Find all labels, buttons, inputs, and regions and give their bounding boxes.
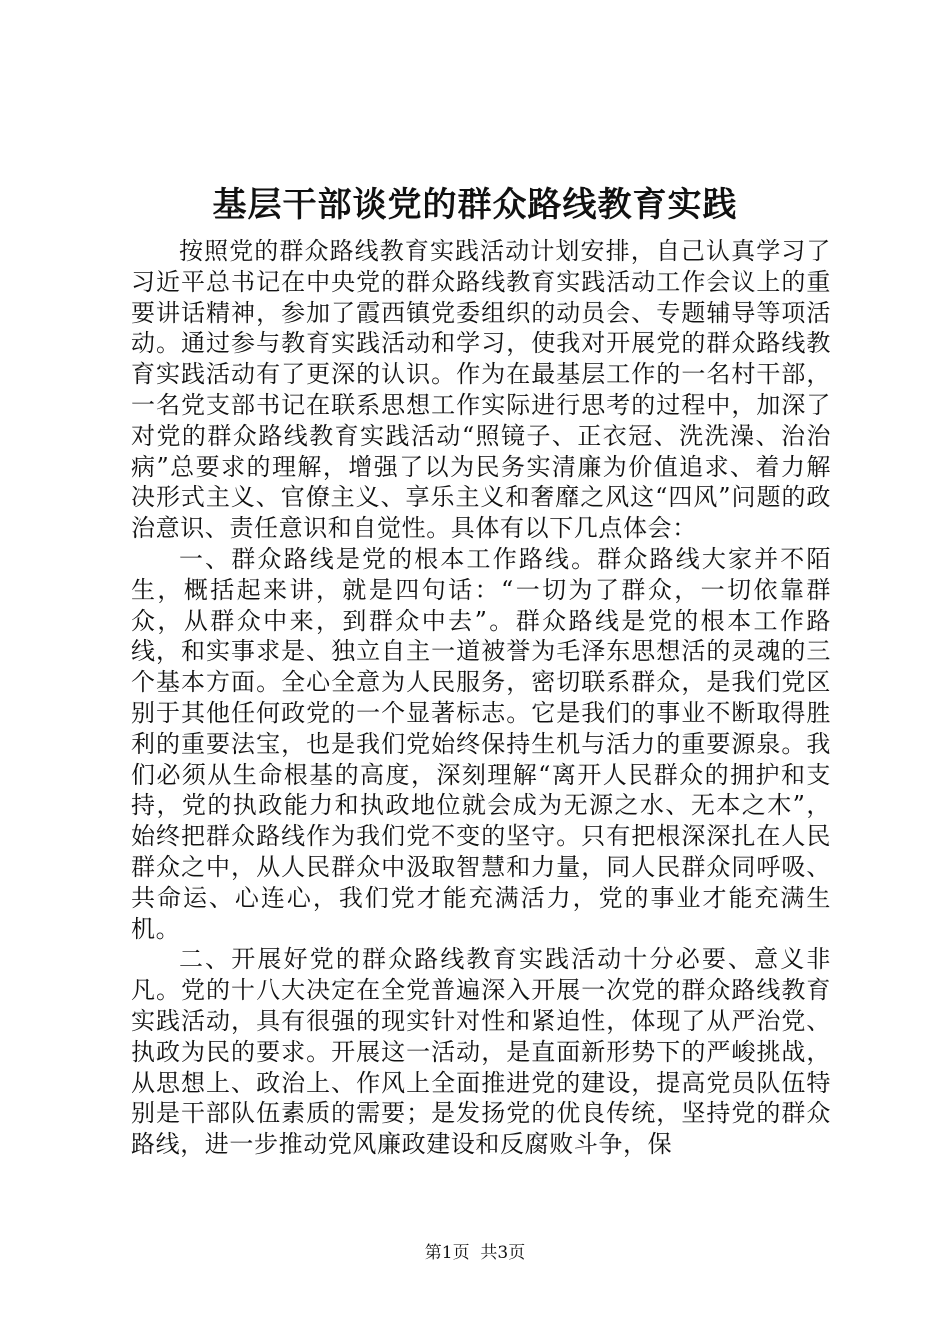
- page-number-total: 共3页: [480, 1243, 526, 1263]
- page-number-current: 第1页: [424, 1243, 470, 1263]
- paragraph-intro: 按照党的群众路线教育实践活动计划安排，自己认真学习了习近平总书记在中央党的群众路线教育实践活动工作会议上的重要讲话精神，参加了霞西镇党委组织的动员会、专题辅导等项活动。通过参与教育实践活动和学习，使我对开展党的群众路线教育实践活动有了更深的认识。作为在最基层工作的一名村干部，一名党支部书记在联系思想工作实际进行思考的过程中，加深了对党的群众路线教育实践活动“照镜子、正衣冠、洗洗澡、治治病”总要求的理解，增强了以为民务实清廉为价值追求、着力解决形式主义、官僚主义、享乐主义和奢靡之风这“四风”问题的政治意识、责任意识和自觉性。具体有以下几点体会：: [131, 237, 831, 543]
- document-title: 基层干部谈党的群众路线教育实践: [212, 185, 738, 225]
- paragraph-point-two: 二、开展好党的群众路线教育实践活动十分必要、意义非凡。党的十八大决定在全党普遍深入开展一次党的群众路线教育实践活动，具有很强的现实针对性和紧迫性，体现了从严治党、执政为民的要求。开展这一活动，是直面新形势下的严峻挑战，从思想上、政治上、作风上全面推进党的建设，提高党员队伍特别是干部队伍素质的需要；是发扬党的优良传统，坚持党的群众路线，进一步推动党风廉政建设和反腐败斗争，保: [131, 945, 831, 1159]
- footer-spacer: [470, 1243, 481, 1263]
- page-footer: [0, 1242, 950, 1264]
- document-body: [131, 236, 831, 1160]
- paragraph-point-one: 一、群众路线是党的根本工作路线。群众路线大家并不陌生，概括起来讲，就是四句话：“一切为了群众，一切依靠群众，从群众中来，到群众中去”。群众路线是党的根本工作路线，和实事求是、独立自主一道被誉为毛泽东思想活的灵魂的三个基本方面。全心全意为人民服务，密切联系群众，是我们党区别于其他任何政党的一个显著标志。它是我们的事业不断取得胜利的重要法宝，也是我们党始终保持生机与活力的重要源泉。我们必须从生命根基的高度，深刻理解“离开人民群众的拥护和支持，党的执政能力和执政地位就会成为无源之水、无本之木”，始终把群众路线作为我们党不变的坚守。只有把根深深扎在人民群众之中，从人民群众中汲取智慧和力量，同人民群众同呼吸、共命运、心连心，我们党才能充满活力，党的事业才能充满生机。: [131, 544, 831, 943]
